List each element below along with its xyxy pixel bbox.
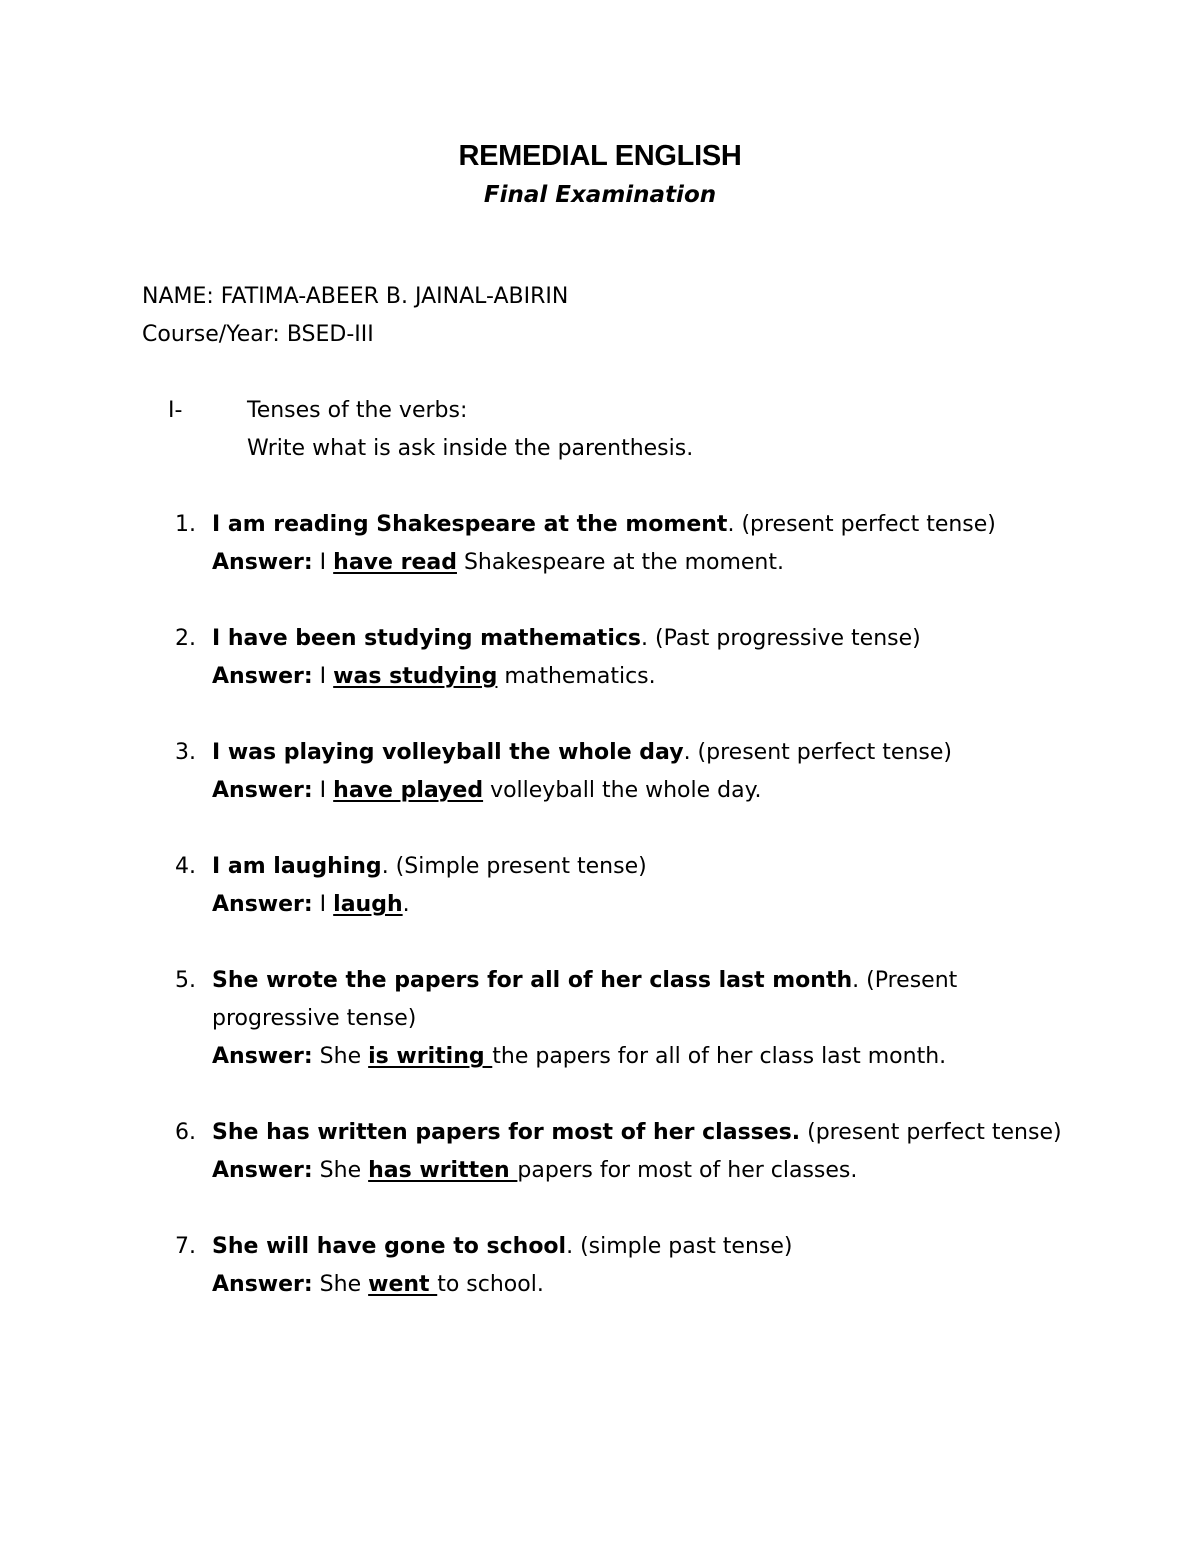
question-punctuation: . <box>683 740 691 765</box>
answer-prefix: I <box>312 550 334 575</box>
document-title: REMEDIAL ENGLISH <box>458 140 742 172</box>
answer-verb: have played <box>333 778 484 803</box>
question-text <box>212 962 1070 1038</box>
question-punctuation: . <box>852 968 860 993</box>
answer-suffix: papers for most of her classes. <box>517 1158 858 1183</box>
question-text <box>212 734 1070 772</box>
answer-verb: laugh <box>333 892 403 917</box>
question-instruction: (simple past tense) <box>573 1234 793 1259</box>
answer-verb: has written <box>368 1158 518 1183</box>
answer-verb: went <box>368 1272 438 1297</box>
answer-label: Answer: <box>212 550 313 575</box>
question-instruction: (present perfect tense) <box>800 1120 1062 1145</box>
question-punctuation: . <box>727 512 735 537</box>
answer-label: Answer: <box>212 778 313 803</box>
question-sentence: She will have gone to school <box>212 1234 567 1259</box>
question-sentence: I have been studying mathematics <box>212 626 641 651</box>
question-instruction: (Present progressive tense) <box>212 968 958 1031</box>
question-item <box>170 962 1070 1076</box>
question-text <box>212 1228 1070 1266</box>
answer-label: Answer: <box>212 1158 313 1183</box>
question-text <box>212 1114 1070 1152</box>
question-number: 5. <box>175 968 196 993</box>
question-sentence: I am reading Shakespeare at the moment <box>212 512 728 537</box>
answer-prefix: I <box>312 892 334 917</box>
answer-line <box>212 1266 1070 1304</box>
question-text <box>212 848 1070 886</box>
answer-verb: was studying <box>333 664 498 689</box>
document-subtitle: Final Examination <box>483 182 717 208</box>
question-number: 2. <box>175 626 196 651</box>
answer-line <box>212 544 1070 582</box>
question-instruction: (present perfect tense) <box>690 740 952 765</box>
question-number: 6. <box>175 1120 196 1145</box>
question-number: 1. <box>175 512 196 537</box>
question-instruction: (Past progressive tense) <box>648 626 921 651</box>
answer-line <box>212 886 1070 924</box>
question-sentence: I am laughing <box>212 854 382 879</box>
question-item <box>170 1114 1070 1190</box>
question-sentence: I was playing volleyball the whole day <box>212 740 684 765</box>
question-item <box>170 506 1070 582</box>
section-number: I- <box>168 398 183 423</box>
question-number: 3. <box>175 740 196 765</box>
question-list <box>170 506 1070 1342</box>
question-item <box>170 848 1070 924</box>
question-sentence: She wrote the papers for all of her class last month <box>212 968 853 993</box>
answer-suffix: Shakespeare at the moment. <box>456 550 784 575</box>
answer-label: Answer: <box>212 664 313 689</box>
answer-prefix: She <box>312 1158 369 1183</box>
answer-suffix: the papers for all of her class last month. <box>492 1044 947 1069</box>
answer-line <box>212 658 1070 696</box>
answer-prefix: She <box>312 1044 369 1069</box>
answer-prefix: She <box>312 1272 369 1297</box>
answer-line <box>212 772 1070 810</box>
question-instruction: (present perfect tense) <box>734 512 996 537</box>
answer-label: Answer: <box>212 1272 313 1297</box>
answer-prefix: I <box>312 664 334 689</box>
question-punctuation: . <box>641 626 648 651</box>
question-item <box>170 734 1070 810</box>
question-item <box>170 620 1070 696</box>
answer-label: Answer: <box>212 892 313 917</box>
answer-line <box>212 1152 1070 1190</box>
question-punctuation: . <box>566 1234 574 1259</box>
section-title: Tenses of the verbs: <box>247 398 468 423</box>
answer-suffix: volleyball the whole day. <box>483 778 762 803</box>
answer-verb: is writing <box>368 1044 493 1069</box>
answer-suffix: to school. <box>437 1272 544 1297</box>
student-name: NAME: FATIMA-ABEER B. JAINAL-ABIRIN <box>142 284 569 309</box>
question-number: 4. <box>175 854 196 879</box>
course-year: Course/Year: BSED-III <box>142 322 374 347</box>
question-item <box>170 1228 1070 1304</box>
question-sentence: She has written papers for most of her classes. <box>212 1120 801 1145</box>
answer-verb: have read <box>333 550 457 575</box>
question-number: 7. <box>175 1234 196 1259</box>
answer-prefix: I <box>312 778 334 803</box>
answer-suffix: mathematics. <box>497 664 656 689</box>
question-text <box>212 620 1070 658</box>
answer-suffix: . <box>402 892 410 917</box>
answer-line <box>212 1038 1070 1076</box>
section-instruction: Write what is ask inside the parenthesis. <box>247 436 694 461</box>
question-instruction: (Simple present tense) <box>388 854 647 879</box>
answer-label: Answer: <box>212 1044 313 1069</box>
question-punctuation: . <box>381 854 389 879</box>
question-text <box>212 506 1070 544</box>
